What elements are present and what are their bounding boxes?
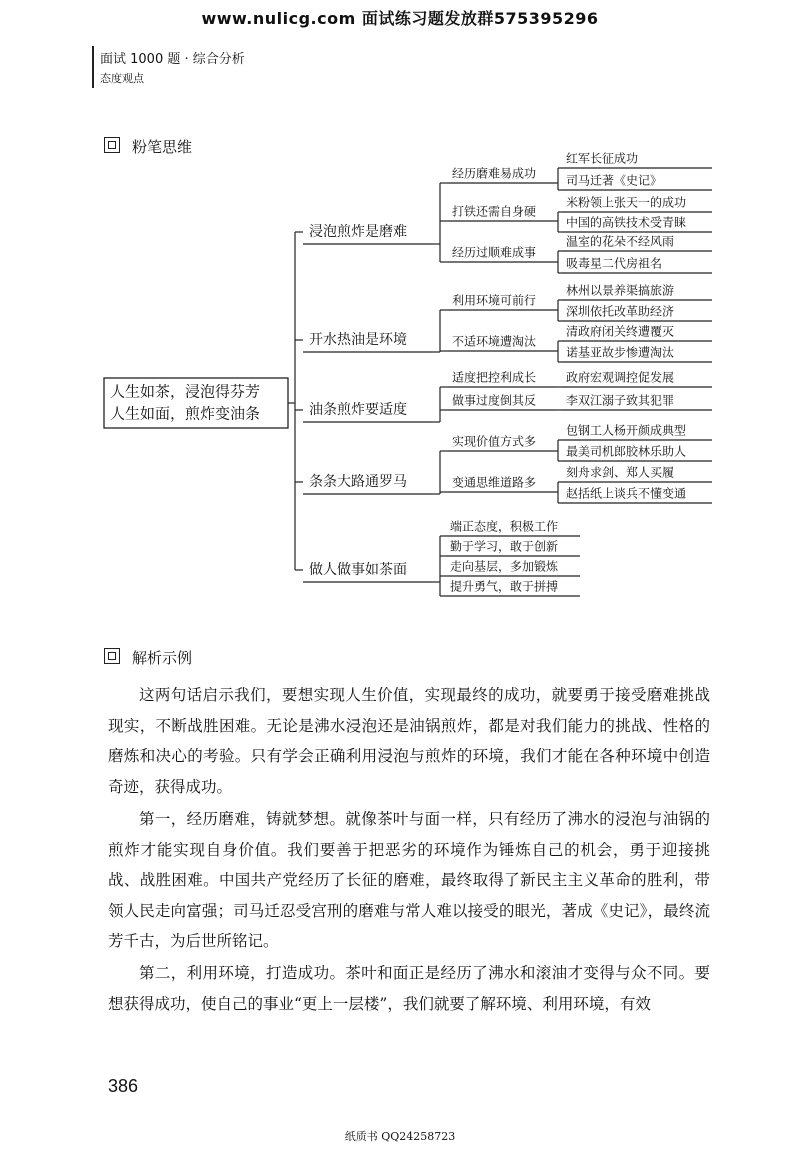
mind-map-leaf-label: 林州以景养渠搞旅游: [566, 283, 675, 298]
mind-map-leaf-label: 刻舟求剑、郑人买履: [566, 465, 675, 480]
mind-map-sub-label: 不适环境遭淘汰: [452, 334, 537, 349]
header-title: 面试 1000 题 · 综合分析: [100, 52, 245, 67]
mind-map-leaf-label: 红军长征成功: [566, 151, 639, 166]
mind-map-branch-label: 开水热油是环境: [309, 332, 407, 348]
mind-map-leaf-label: 李双江溺子致其犯罪: [566, 393, 675, 408]
mind-map-sub-label: 适度把控利成长: [452, 370, 537, 385]
mind-map-sub-label: 经历过顺难成事: [452, 245, 537, 260]
mind-map-leaf-label: 赵括纸上谈兵不懂变通: [566, 486, 687, 501]
mind-map-leaf-label: 吸毒星二代房祖名: [566, 256, 663, 271]
mind-map-leaf-label: 走向基层，多加锻炼: [450, 559, 559, 574]
mind-map-sub-label: 做事过度倒其反: [452, 393, 537, 408]
header-subtitle: 态度观点: [100, 72, 144, 85]
mind-map-leaf-label: 中国的高铁技术受青睐: [566, 215, 687, 230]
mind-map-leaf-label: 政府宏观调控促发展: [566, 370, 675, 385]
paragraph: 第二，利用环境，打造成功。茶叶和面正是经历了沸水和滚油才变得与众不同。要想获得成功，使自己的事业“更上一层楼”，我们就要了解环境、利用环境，有效: [108, 964, 710, 1013]
mind-map-leaf-label: 包钢工人杨开颜成典型: [566, 423, 687, 438]
paragraph: 第一，经历磨难，铸就梦想。就像茶叶与面一样，只有经历了沸水的浸泡与油锅的煎炸才能实现自身价值。我们要善于把恶劣的环境作为锤炼自己的机会，勇于迎接挑战、战胜困难。中国共产党经历了长征的磨难，最终取得了新民主主义革命的胜利，带领人民走向富强；司马迁忍受宫刑的磨难与常人难以接受的眼光，著成《史记》，最终流芳千古，为后世所铭记。: [108, 810, 710, 950]
mind-map-nodes: [104, 151, 686, 594]
paragraph: 这两句话启示我们，要想实现人生价值，实现最终的成功，就要勇于接受磨难挑战现实，不断战胜困难。无论是沸水浸泡还是油锅煎炸，都是对我们能力的挑战、性格的磨炼和决心的考验。只有学会正确利用浸泡与煎炸的环境，我们才能在各种环境中创造奇迹，获得成功。: [108, 686, 710, 796]
mind-map-leaf-label: 诺基亚故步惨遭淘汰: [566, 345, 675, 360]
mind-map-leaf-label: 司马迁著《史记》: [566, 173, 663, 188]
section-title-thinking: 粉笔思维: [132, 138, 193, 156]
mind-map-sub-label: 利用环境可前行: [452, 293, 537, 308]
mind-map-sub-label: 经历磨难易成功: [452, 166, 537, 181]
section-title-analysis: 解析示例: [132, 649, 193, 667]
mind-map-sub-label: 打铁还需自身硬: [452, 204, 537, 219]
mind-map-leaf-label: 最美司机郎胶林乐助人: [566, 444, 687, 459]
mind-map-leaf-label: 温室的花朵不经风雨: [566, 234, 675, 249]
mind-map-branch-label: 条条大路通罗马: [309, 474, 407, 490]
page-number: 386: [108, 1076, 139, 1096]
mind-map-leaf-label: 勤于学习，敢于创新: [450, 539, 559, 554]
mind-map-leaf-label: 米粉领上张天一的成功: [566, 195, 687, 210]
mind-map-sub-label: 实现价值方式多: [452, 434, 537, 449]
section-icon: [104, 648, 120, 664]
mind-map-branch-label: 浸泡煎炸是磨难: [309, 224, 407, 240]
mind-map-sub-label: 变通思维道路多: [452, 475, 537, 490]
mind-map-root-line: 人生如茶，浸泡得芬芳: [110, 382, 261, 401]
mind-map-root-line: 人生如面，煎炸变油条: [110, 404, 261, 423]
mind-map-branch-label: 做人做事如茶面: [309, 562, 407, 578]
footer-note: 纸质书 QQ24258723: [344, 1130, 456, 1143]
mind-map-leaf-label: 深圳依托改革助经济: [566, 304, 675, 319]
mind-map-leaf-label: 端正态度，积极工作: [450, 519, 559, 534]
top-banner: www.nulicg.com 面试练习题发放群575395296: [201, 9, 599, 28]
mind-map-leaf-label: 清政府闭关终遭覆灭: [566, 324, 675, 339]
mind-map-leaf-label: 提升勇气，敢于拼搏: [450, 579, 559, 594]
mind-map-branch-label: 油条煎炸要适度: [309, 402, 407, 418]
